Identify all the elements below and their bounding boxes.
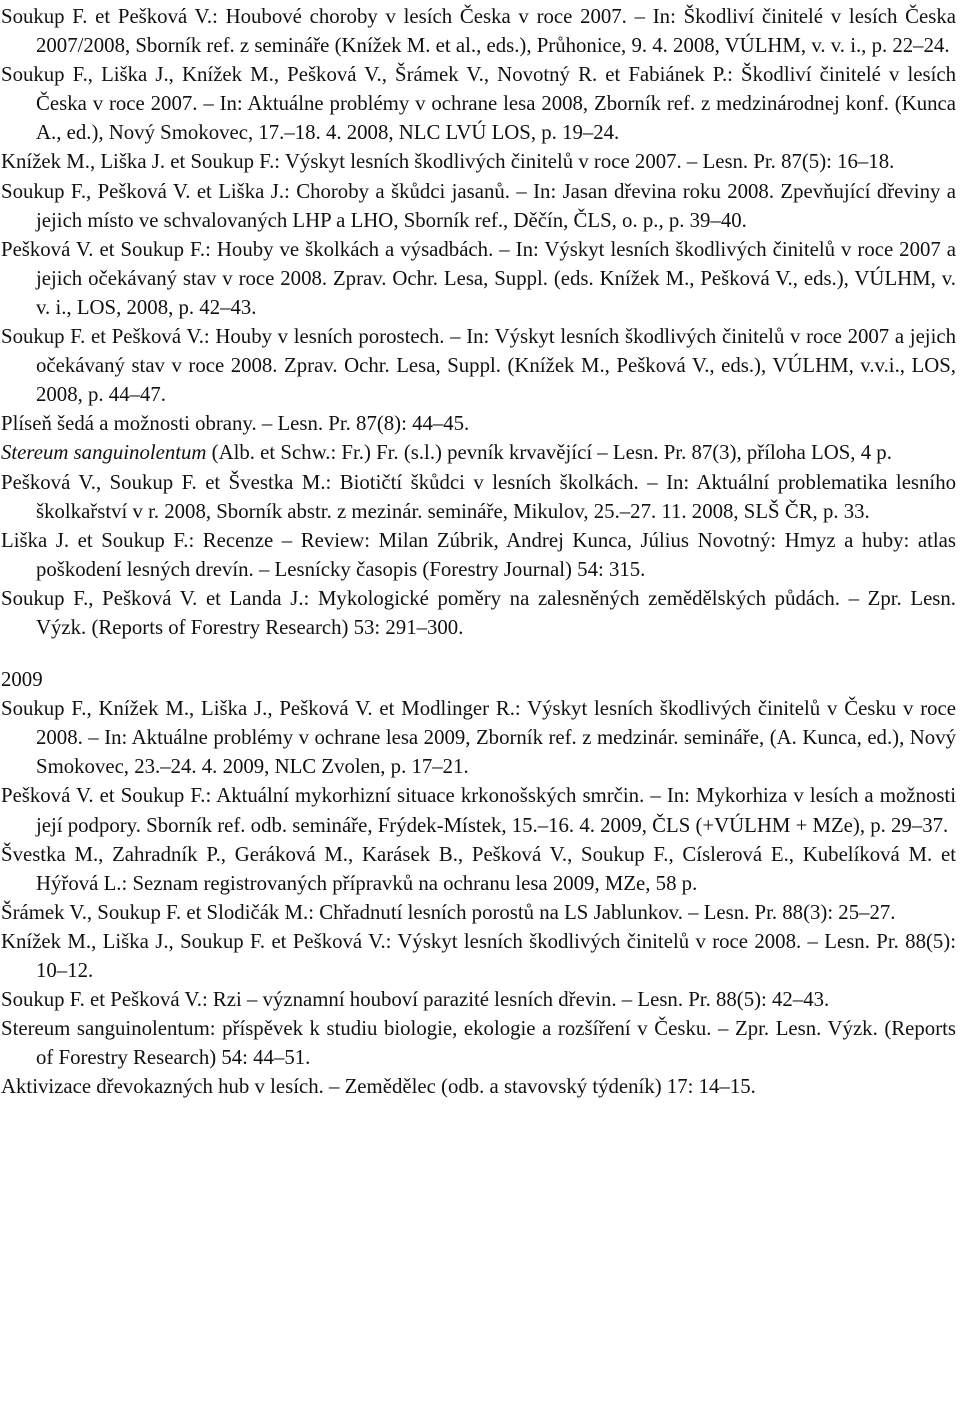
reference-entry: Pešková V. et Soukup F.: Aktuální mykorhizní situace krkonošských smrčin. – In: Mykorhiza v lesích a možnosti její podpory. Sborník ref. odb. semináře, Frýdek-Místek, 15.–16. 4. 2009, ČLS (+VÚLHM + MZe), p. 29–37. [1,784,956,837]
reference-rest: (Alb. et Schw.: Fr.) Fr. (s.l.) pevník krvavějící – Lesn. Pr. 87(3), příloha LOS, 4 p. [206,441,892,465]
reference-entry: Soukup F., Liška J., Knížek M., Pešková V., Šrámek V., Novotný R. et Fabiánek P.: Škodliví činitelé v lesích Česka v roce 2007. – In: Aktuálne problémy v ochrane lesa 2008, Zborník ref. z medzinárodnej konf. (Kunca A., ed.), Nový Smokovec, 17.–18. 4. 2008, NLC LVÚ LOS, p. 19–24. [1,63,956,145]
reference-entry: Soukup F. et Pešková V.: Rzi – významní houboví parazité lesních dřevin. – Lesn. Pr. 88(5): 42–43. [1,988,830,1012]
reference-entry: Soukup F. et Pešková V.: Houbové choroby v lesích Česka v roce 2007. – In: Škodliví činitelé v lesích Česka 2007/2008, Sborník ref. z semináře (Knížek M. et al., eds.), Průhonice, 9. 4. 2008, VÚLHM, v. v. i., p. 22–24. [1,5,956,58]
reference-entry: Pešková V., Soukup F. et Švestka M.: Biotičtí škůdci v lesních školkách. – In: Aktuální problematika lesního školkařství v r. 2008, Sborník abstr. z mezinár. semináře, Mikulov, 25.–27. 11. 2008, SLŠ ČR, p. 33. [1,470,956,523]
reference-entry: Aktivizace dřevokazných hub v lesích. – Zemědělec (odb. a stavovský týdeník) 17: 14–15. [1,1075,756,1099]
reference-entry: Pešková V. et Soukup F.: Houby ve školkách a výsadbách. – In: Výskyt lesních škodlivých činitelů v roce 2007 a jejich očekávaný stav v roce 2008. Zprav. Ochr. Lesa, Suppl. (eds. Knížek M., Pešková V., eds.), VÚLHM, v. v. i., LOS, 2008, p. 42–43. [1,237,956,319]
reference-entry: Soukup F., Knížek M., Liška J., Pešková V. et Modlinger R.: Výskyt lesních škodlivých činitelů v Česku v roce 2008. – In: Aktuálne problémy v ochrane lesa 2009, Zborník ref. z medzinár. semináře, (A. Kunca, ed.), Nový Smokovec, 23.–24. 4. 2009, NLC Zvolen, p. 17–21. [1,697,956,779]
reference-entry: Knížek M., Liška J., Soukup F. et Pešková V.: Výskyt lesních škodlivých činitelů v roce 2008. – Lesn. Pr. 88(5): 10–12. [1,929,956,982]
reference-entry: Soukup F., Pešková V. et Liška J.: Choroby a škůdci jasanů. – In: Jasan dřevina roku 2008. Zpevňující dřeviny a jejich místo ve schvalovaných LHP a LHO, Sborník ref., Děčín, ČLS, o. p., p. 39–40. [1,179,956,232]
reference-entry-stereum [1,438,956,467]
reference-entry: Šrámek V., Soukup F. et Slodičák M.: Chřadnutí lesních porostů na LS Jablunkov. – Lesn. Pr. 88(3): 25–27. [1,900,896,924]
reference-entry: Soukup F., Pešková V. et Landa J.: Mykologické poměry na zalesněných zemědělských půdách. – Zpr. Lesn. Výzk. (Reports of Forestry Research) 53: 291–300. [1,586,956,639]
reference-entry: Soukup F. et Pešková V.: Houby v lesních porostech. – In: Výskyt lesních škodlivých činitelů v roce 2007 a jejich očekávaný stav v roce 2008. Zprav. Ochr. Lesa, Suppl. (Knížek M., Pešková V., eds.), VÚLHM, v.v.i., LOS, 2008, p. 44–47. [1,325,956,407]
reference-entry: Plíseň šedá a možnosti obrany. – Lesn. Pr. 87(8): 44–45. [1,412,470,436]
reference-entry: Liška J. et Soukup F.: Recenze – Review: Milan Zúbrik, Andrej Kunca, Július Novotný: Hmyz a huby: atlas poškodení lesných drevín. – Lesnícky časopis (Forestry Journal) 54: 315. [1,528,956,581]
reference-entry: Stereum sanguinolentum: příspěvek k studiu biologie, ekologie a rozšíření v Česku. – Zpr. Lesn. Výzk. (Reports of Forestry Research) 54: 44–51. [1,1017,956,1070]
species-name: Stereum sanguinolentum [1,441,207,465]
year-heading: 2009 [1,668,43,692]
reference-entry: Švestka M., Zahradník P., Geráková M., Karásek B., Pešková V., Soukup F., Císlerová E., Kubelíková M. et Hýřová L.: Seznam registrovaných přípravků na ochranu lesa 2009, MZe, 58 p. [1,842,956,895]
reference-entry: Knížek M., Liška J. et Soukup F.: Výskyt lesních škodlivých činitelů v roce 2007. – Lesn. Pr. 87(5): 16–18. [1,150,895,174]
